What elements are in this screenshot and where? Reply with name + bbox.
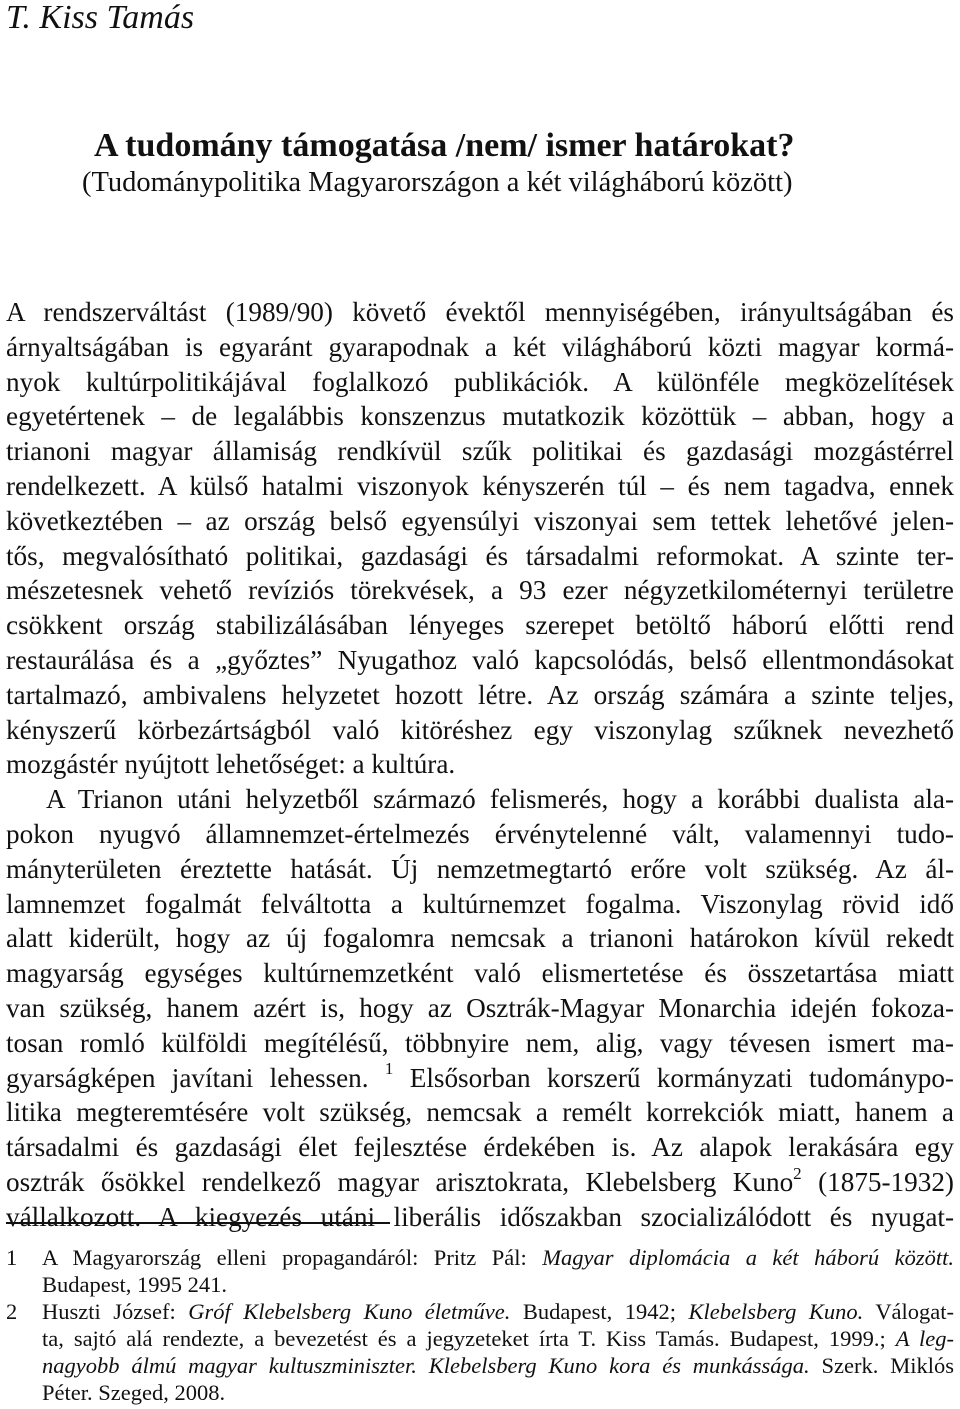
body-line: tős, megvalósítható politikai, gazdasági és társadalmi reformokat. A szinte ter- — [6, 540, 954, 571]
body-text — [6, 295, 954, 1235]
body-fragment: (1875-1932) — [818, 1166, 954, 1197]
footnote-line — [6, 1244, 954, 1271]
body-line — [6, 1061, 954, 1096]
body-line: tartalmazó, ambivalens helyzetet hozott létre. Az ország számára a szinte teljes, — [6, 679, 954, 710]
footnote-line — [6, 1325, 954, 1352]
footnote-marker[interactable]: 2 — [793, 1163, 802, 1183]
footnote-cited-title: nagyobb álmú magyar kultuszminiszter. Klebelsberg Kuno kora és munkássága. — [42, 1353, 810, 1378]
body-line: litika megteremtésére volt szükség, nemcsak a remélt korrekciók miatt, hanem a — [6, 1097, 954, 1128]
footnote-number: 2 — [6, 1299, 18, 1324]
running-header-author: T. Kiss Tamás — [6, 0, 195, 36]
body-line: mozgástér nyújtott lehetőséget: a kultúra. — [6, 749, 456, 780]
body-line: következtében – az ország belső egyensúlyi viszonyai sem tettek lehetővé jelen- — [6, 505, 954, 536]
body-line: társadalmi és gazdasági élet fejlesztése érdekében is. Az alapok lerakására egy — [6, 1132, 954, 1163]
body-line: mészetesnek vehető revíziós törekvések, a 93 ezer négyzetkilométernyi területre — [6, 575, 954, 606]
footnote-number: 1 — [6, 1245, 18, 1270]
footnote-text: Válogat- — [875, 1299, 955, 1324]
footnote-text: Budapest, 1942; — [522, 1299, 676, 1324]
footnote-text: Szerk. Miklós — [821, 1353, 954, 1378]
body-line: alatt kiderült, hogy az új fogalomra nemcsak a trianoni határokon kívül rekedt — [6, 923, 954, 954]
paper-title: A tudomány támogatása /nem/ ismer határokat? — [94, 127, 795, 164]
body-line: pokon nyugvó államnemzet-értelmezés érvénytelenné vált, valamennyi tudo- — [6, 818, 954, 849]
footnote-line — [6, 1298, 954, 1325]
body-line: rendelkezett. A külső hatalmi viszonyok kényszerén túl – és nem tagadva, ennek — [6, 470, 954, 501]
body-line: árnyaltságában is egyaránt gyarapodnak a két világháború közti magyar kormá- — [6, 331, 954, 362]
body-line: trianoni magyar államiság rendkívül szűk politikai és gazdasági mozgástérrel — [6, 436, 954, 467]
footnote-marker[interactable]: 1 — [384, 1059, 394, 1079]
body-line: csökkent ország stabilizálásában lényeges szerepet betöltő háború előtti rend — [6, 610, 954, 641]
footnote-line: Budapest, 1995 241. — [42, 1272, 227, 1297]
footnote-cited-title: A leg- — [895, 1326, 955, 1351]
body-line: van szükség, hanem azért is, hogy az Osztrák-Magyar Monarchia idején fokoza- — [6, 992, 954, 1023]
body-line: egyetértenek – de legalábbis konszenzus mutatkozik közöttük – abban, hogy a — [6, 401, 954, 432]
footnote-line: Péter. Szeged, 2008. — [42, 1380, 226, 1405]
footnote-separator — [6, 1222, 390, 1224]
body-line: restaurálása és a „győztes” Nyugathoz való kapcsolódás, belső ellentmondásokat — [6, 644, 954, 675]
body-fragment: gyarságképen javítani lehessen. — [6, 1062, 369, 1093]
footnotes — [6, 1244, 954, 1406]
footnote-text: Huszti József: — [42, 1299, 176, 1324]
body-fragment: osztrák ősökkel rendelkező magyar arisztokrata, Klebelsberg Kuno — [6, 1166, 794, 1197]
body-fragment: Elsősorban korszerű kormányzati tudománypo- — [409, 1062, 954, 1093]
body-line: lamnemzet fogalmát felváltotta a kultúrnemzet fogalma. Viszonylag rövid idő — [6, 888, 954, 919]
footnote-text: ta, sajtó alá rendezte, a bevezetést és a jegyzeteket írta T. Kiss Tamás. Budapest, 1999.; — [42, 1326, 886, 1351]
body-line: tosan romló külföldi megítélésű, többnyire nem, alig, vagy tévesen ismert ma- — [6, 1027, 954, 1058]
body-line: A rendszerváltást (1989/90) követő évektől mennyiségében, irányultságában és — [6, 297, 954, 327]
paper-subtitle: (Tudománypolitika Magyarországon a két világháború között) — [82, 167, 793, 198]
body-line: magyarság egységes kultúrnemzetként való elismertetése és összetartása miatt — [6, 958, 954, 989]
body-line: A Trianon utáni helyzetből származó felismerés, hogy a korábbi dualista ala- — [46, 784, 954, 815]
body-line: nyok kultúrpolitikájával foglalkozó publikációk. A különféle megközelítések — [6, 366, 954, 397]
footnote-cited-title: Klebelsberg Kuno. — [688, 1299, 864, 1324]
footnote-cited-title: Gróf Klebelsberg Kuno életműve. — [188, 1299, 511, 1324]
footnote-line — [6, 1352, 954, 1379]
footnote-cited-title: Magyar diplomácia a két háború között. — [542, 1245, 954, 1270]
body-line: kényszerű körbezártságból való kitöréshez egy viszonylag szűknek nevezhető — [6, 714, 954, 745]
footnote-text: A Magyarország elleni propagandáról: Pritz Pál: — [42, 1245, 527, 1270]
body-line — [6, 1165, 954, 1200]
body-line: vállalkozott. A kiegyezés utáni liberális időszakban szocializálódott és nyugat- — [6, 1201, 954, 1232]
body-line: mányterületen éreztette hatását. Új nemzetmegtartó erőre volt szükség. Az ál- — [6, 853, 954, 884]
